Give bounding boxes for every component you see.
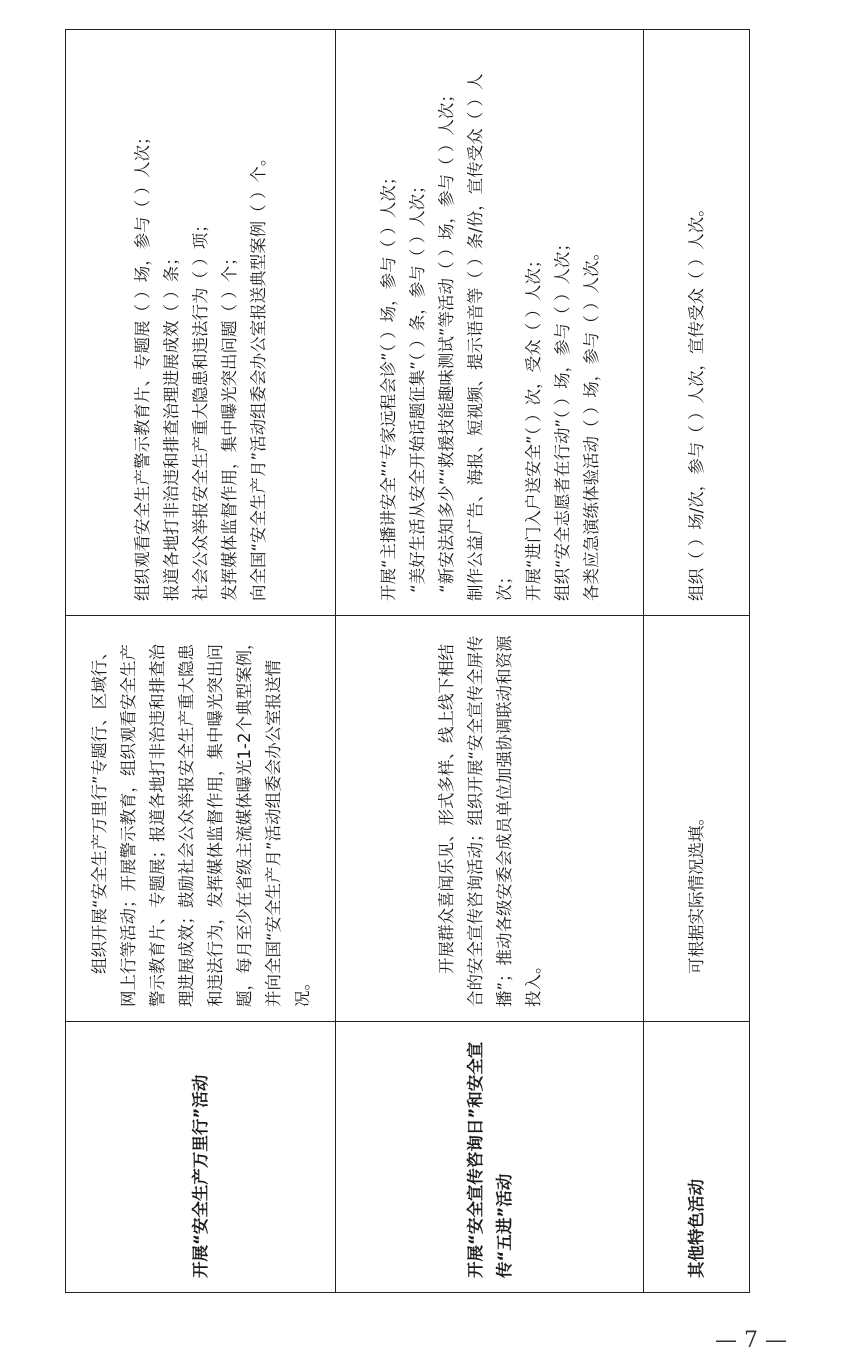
requirement-cell: 组织开展“安全生产万里行”专题行、区域行、网上行等活动；开展警示教育，组织观看安全生产警示教育片、专题展；报道各地打非治违和排查治理进展成效；鼓励社会公众举报安全生产重大隐患和违法行为，发挥媒体监督作用，集中曝光突出问题，每月至少在省级主流媒体曝光1-2个典型案例，并向全国“安全生产月”活动组委会办公室报送情况。	[66, 616, 336, 1022]
requirement-cell: 可根据实际情况选填。	[644, 616, 750, 1022]
metric-line: 各类应急演练体验活动（ ）场，参与（ ）人次。	[581, 244, 601, 601]
metrics-cell	[66, 30, 336, 616]
rotated-table-container	[65, 30, 749, 1293]
metrics-cell	[336, 30, 644, 616]
metric-line: 报道各地打非治违和排查治理进展成效（ ）条；	[162, 249, 181, 601]
metric-line: 组织（ ）场/次，参与（ ）人次，宣传受众（ ）人次。	[687, 200, 706, 601]
requirement-cell: 开展群众喜闻乐见、形式多样、线上线下相结合的安全宣传咨询活动；组织开展“安全宣传全屏传播”；推动各级安委会成员单位加强协调联动和资源投入。	[336, 616, 644, 1022]
metric-line: 组织观看安全生产警示教育片、专题展（ ）场，参与（ ）人次；	[133, 128, 152, 601]
metric-line: “美好生活从安全开始话题征集”（ ）条，参与（ ）人次；	[407, 177, 427, 593]
metric-line: “新安法知多少”“救援技能趣味测试”等活动（ ）场，参与（ ）人次；	[436, 86, 456, 593]
metrics-cell	[644, 30, 750, 616]
activity-table	[65, 29, 750, 1293]
item-cell: 其他特色活动	[644, 1022, 750, 1293]
metric-line: 向全国“安全生产月”活动组委会办公室报送典型案例（ ）个。	[249, 149, 268, 601]
page-number: — 7 —	[715, 1328, 787, 1353]
table-row	[336, 30, 644, 1293]
item-cell: 开展“安全宣传咨询日”和安全宣传“五进”活动	[336, 1022, 644, 1293]
table-row	[66, 30, 336, 1293]
metric-line: 社会公众举报安全生产重大隐患和违法行为（ ）项；	[191, 216, 210, 601]
rotated-table-frame	[65, 30, 749, 1293]
metric-line: 制作公益广告、海报、短视频、提示语音等（ ）条/份，宣传受众（ ）人次；	[465, 73, 514, 601]
item-cell: 开展“安全生产万里行”活动	[66, 1022, 336, 1293]
metric-line: 发挥媒体监督作用，集中曝光突出问题（ ）个；	[220, 249, 239, 601]
metric-line: 组织“安全志愿者在行动”（ ）场，参与（ ）人次；	[552, 235, 572, 601]
metric-line: 开展“主播讲安全”“专家远程会诊”（ ）场，参与（ ）人次；	[378, 168, 398, 601]
table-row	[644, 30, 750, 1293]
metric-line: 开展“进门入户送安全”（ ）次，受众（ ）人次；	[523, 251, 543, 601]
